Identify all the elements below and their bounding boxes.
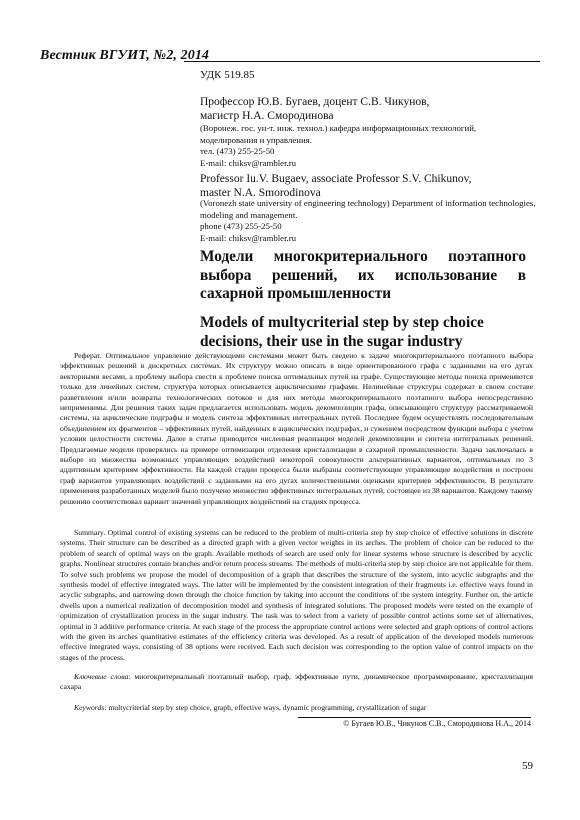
header-rule xyxy=(184,61,540,62)
affiliation-ru-line2: моделирования и управления. xyxy=(200,134,312,145)
article-title-en: Models of multycriterial step by step choice decisions, their use in the sugar industry xyxy=(200,314,484,350)
abstract-ru: Реферат. Оптимальное управление действующими системами может быть сведено к задаче многокритериального поэтапного выбора эффективных решений в дискретных системах. Их структуру можно описать в виде ориентированного графа с заданными на его дугах векторными весами, а проблему выбора свести к проблеме поиска оптимальных путей на графе. Существующие методы поиска применяются только для линейных систем, структура которых описывается ациклическими графами. Нелинейные структуры содержат в своем составе разветвления и/или возвраты технологических потоков и для них методы многокритериального поэтапного выбора непосредственно неприменимы. Для решения таких задач предлагается использовать модель декомпозиции графа, описывающего структуру рассматриваемой системы, на ациклические подграфы и модель синтеза эффективных интегральных путей. Последнее будем осуществлять последовательным объединением их фрагментов – эффективных путей, найденных в ациклических подграфах, и сужением посредством функции выбора с учетом условия целостности системы. Далее в статье приводится численная реализация моделей декомпозиции и синтеза интегральных решений. Предлагаемые модели проверялись на примере оптимизации отделения кристаллизации в сахарной промышленности. Задача заключалась в выборе из множества возможных управляющих воздействий некоторой совокупности альтернативных вариантов, оптимальных по 3 аддитивным критериям эффективности. На каждой стадии процесса были выбраны соответствующие управляющие воздействия и построен граф вариантов управляющих воздействий с заданными на его дугах количественными оценками критериев эффективности. В результате применения разработанных моделей было получено множество эффективных интегральных путей, состоящее из 38 вариантов. Каждому такому решению соответствовал вариант значений управляющих воздействий на стадиях процесса. xyxy=(60,351,533,506)
keywords-en-label: Keywords xyxy=(74,703,105,712)
email-ru[interactable]: E-mail: chiksv@rambler.ru xyxy=(200,157,297,168)
phone-ru: тел. (473) 255-25-50 xyxy=(200,146,275,156)
udk-code: УДК 519.85 xyxy=(200,69,255,81)
journal-title: Вестник ВГУИТ, №2, 2014 xyxy=(40,48,210,63)
affiliation-en-line2: modeling and management. xyxy=(200,209,298,220)
email-en[interactable]: E-mail: chiksv@rambler.ru xyxy=(200,232,297,243)
authors-en-line1: Professor Iu.V. Bugaev, associate Professor S.V. Chikunov, xyxy=(200,173,472,185)
authors-en-line2: master N.A. Smorodinova xyxy=(200,187,321,199)
authors-ru-line1: Профессор Ю.В. Бугаев, доцент С.В. Чикунов, xyxy=(200,96,430,108)
journal-header xyxy=(40,46,540,66)
page-number: 59 xyxy=(522,760,533,772)
keywords-en-text: : multycriterial step by step choice, graph, effective ways, dynamic programming, crystallization of sugar xyxy=(104,703,427,712)
copyright-notice: © Бугаев Ю.В., Чикунов С.В., Смородинова Н.А., 2014 xyxy=(343,719,531,728)
affiliation-ru-line1: (Воронеж. гос. ун-т. инж. технол.) кафедра информационных технологий, xyxy=(200,123,477,133)
authors-en xyxy=(200,172,540,200)
keywords-ru-text: : многокритериальный поэтапный выбор, граф, эффективные пути, динамическое программирование, кристаллизация сахара xyxy=(60,672,533,692)
authors-ru xyxy=(200,95,540,123)
affiliation-en-line1: (Voronezh state university of engineering technology) Department of information technologies, xyxy=(200,198,536,208)
abstract-en: Summary. Optimal control of existing systems can be reduced to the problem of multi-criteria step by step choice of effective solutions in discrete systems. Their structure can be described as a directed graph with a given vector weights in its arches. The problem of choice can be reduced to the problem of search of optimal ways on the graph. Available methods of search are used only for linear systems whose structure is described by acyclic graphs. Nonlinear structures contain branches and/or return process streams. The methods of multi-criteria step by step choice are not applicable for them. To solve such problems we propose the model of decomposition of a graph that describes the structure of the system, into acyclic subgraphs and the synthesis model of effective integrated ways. The latter will be implemented by the consistent integration of their fragments i.e. effective ways found in acyclic subgraphs, and narrowing down through the choice function by taking into account the conditions of the system integrity. Further on, the article dwells upon a numerical realization of decomposition model and synthesis of integrated solutions. The proposed models were tested on the example of optimization of crystallization process in the sugar industry. The task was to select from a variety of possible control actions some set of alternatives, optimal in 3 additive performance criteria. At each stage of the process the appropriate control actions were selected and graph options of control actions with the given its arches quantitative estimates of the efficiency criteria was developed. As a result of application of the developed models numerous effective integrated ways, consisting of 38 options were received. Each such decision was corresponding to the option value of control impacts on the stages of the process. xyxy=(60,528,533,662)
affiliation-ru xyxy=(200,123,540,169)
phone-en: phone (473) 255-25-50 xyxy=(200,221,282,231)
affiliation-en xyxy=(200,198,540,244)
article-title-ru: Модели многокритериального поэтапного выбора решений, их использование в сахарной промышленности xyxy=(200,248,526,302)
keywords-en xyxy=(60,703,533,713)
keywords-ru-label: Ключевые слова xyxy=(74,672,129,681)
copyright-rule xyxy=(298,717,531,718)
keywords-ru xyxy=(60,672,533,693)
authors-ru-line2: магистр Н.А. Смородинова xyxy=(200,110,334,122)
